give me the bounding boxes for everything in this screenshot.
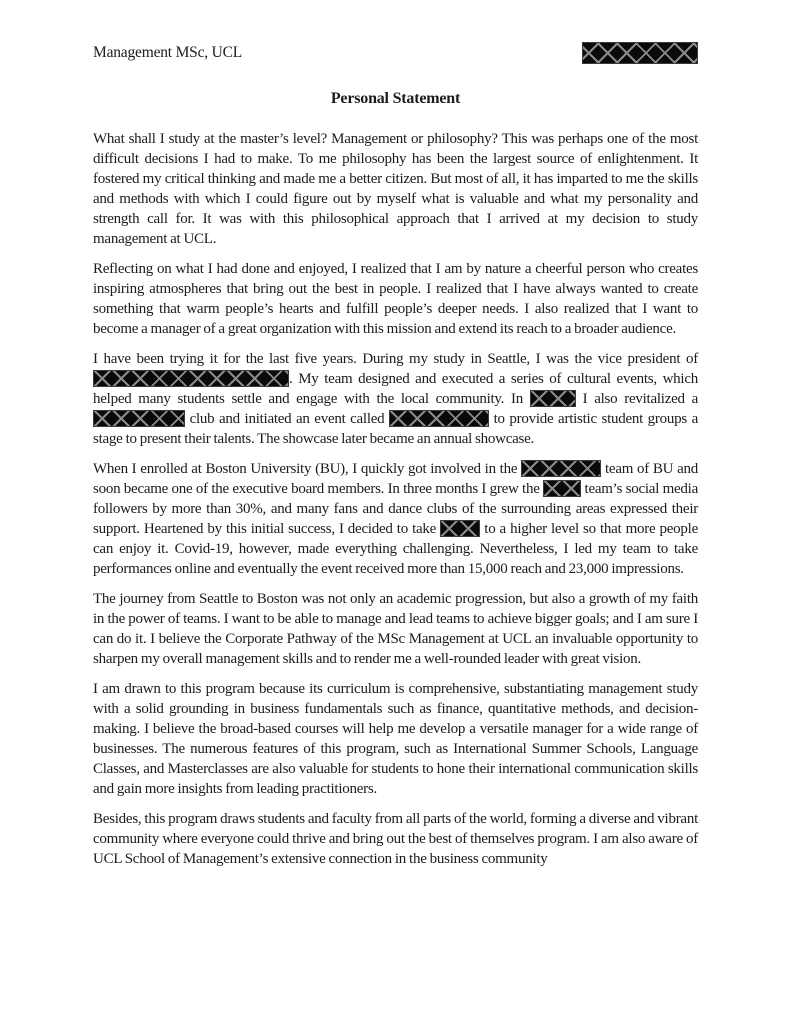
redaction-block bbox=[521, 460, 601, 477]
header-course-label: Management MSc, UCL bbox=[93, 44, 243, 61]
redaction-block bbox=[93, 370, 289, 387]
redaction-block bbox=[530, 390, 576, 407]
paragraph: What shall I study at the master’s level? Management or philosophy? This was perhaps one of the most difficult decisions I had to make. To me philosophy has been the largest source of enlightenment. It fostered my critical thinking and made me a better citizen. But most of all, it has imparted to me the skills and methods with which I could figure out by myself what is valuable and what my personality and strength call for. It was with this philosophical approach that I arrived at my decision to study management at UCL. bbox=[93, 131, 698, 247]
paragraph: I have been trying it for the last five years. During my study in Seattle, I was the vice president of . My team designed and executed a series of cultural events, which helped many students settle and engage with the local community. In I also revitalized a club and initiated an event called to provide artistic student groups a stage to present their talents. The showcase later became an annual showcase. bbox=[93, 351, 698, 447]
paragraph: The journey from Seattle to Boston was not only an academic progression, but also a growth of my faith in the power of teams. I want to be able to manage and lead teams to achieve bigger goals; and I am sure I can do it. I believe the Corporate Pathway of the MSc Management at UCL an invaluable opportunity to sharpen my overall management skills and to render me a well-rounded leader with great vision. bbox=[93, 591, 698, 667]
redaction-block bbox=[543, 480, 581, 497]
header-name-redaction-block bbox=[582, 42, 698, 64]
paragraph: When I enrolled at Boston University (BU), I quickly got involved in the team of BU and soon became one of the executive board members. In three months I grew the team’s social media followers by more than 30%, and many fans and dance clubs of the surrounding areas expressed their support. Heartened by this initial success, I decided to take to a higher level so that more people can enjoy it. Covid-19, however, made everything challenging. Nevertheless, I led my team to take performances online and eventually the event received more than 15,000 reach and 23,000 impressions. bbox=[93, 461, 699, 577]
paragraph: Besides, this program draws students and faculty from all parts of the world, forming a diverse and vibrant community where everyone could thrive and bring out the best of themselves program. I am also aware of UCL School of Management’s extensive connection in the business community bbox=[93, 811, 699, 867]
document-body bbox=[93, 129, 698, 869]
redaction-block bbox=[440, 520, 480, 537]
document-title: Personal Statement bbox=[330, 90, 461, 107]
page-header bbox=[93, 42, 698, 64]
paragraph: Reflecting on what I had done and enjoyed, I realized that I am by nature a cheerful person who creates inspiring atmospheres that bring out the best in people. I realized that I have always wanted to create something that warm people’s hearts and fulfill people’s deeper needs. I also realized that I want to become a manager of a great organization with this mission and extend its reach to a broader audience. bbox=[93, 261, 698, 337]
redaction-block bbox=[93, 410, 185, 427]
paragraph: I am drawn to this program because its curriculum is comprehensive, substantiating management study with a solid grounding in business fundamentals such as finance, quantitative methods, and decision-making. I believe the broad-based courses will help me develop a versatile manager for a wide range of businesses. The numerous features of this program, such as International Summer Schools, Language Classes, and Masterclasses are also valuable for students to hone their international communication skills and gain more insights from leading practitioners. bbox=[93, 681, 698, 797]
redaction-block bbox=[389, 410, 489, 427]
